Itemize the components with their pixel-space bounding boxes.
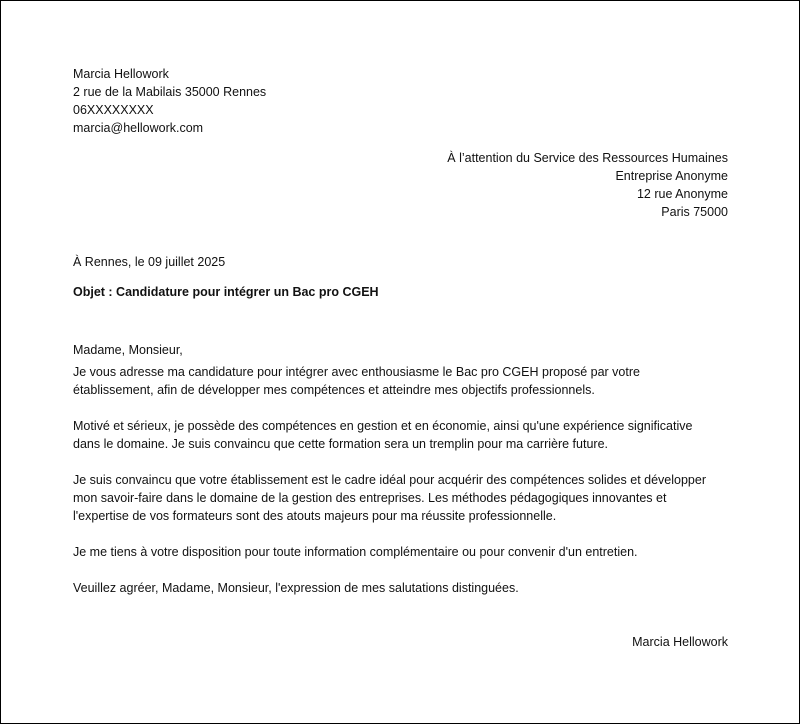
paragraph-line: Je suis convaincu que votre établissement est le cadre idéal pour acquérir des compétences solides et développer xyxy=(73,473,707,487)
letter-salutation: Madame, Monsieur, xyxy=(73,343,183,357)
paragraph-line: Je me tiens à votre disposition pour toute information complémentaire ou pour convenir d'un entretien. xyxy=(73,545,638,559)
body-paragraph xyxy=(73,471,728,525)
paragraph-line: l'expertise de vos formateurs sont des atouts majeurs pour ma réussite professionnelle. xyxy=(73,509,557,523)
recipient-company: Entreprise Anonyme xyxy=(615,169,728,183)
sender-email: marcia@hellowork.com xyxy=(73,121,204,135)
recipient-block xyxy=(73,149,728,221)
paragraph-line: Je vous adresse ma candidature pour intégrer avec enthousiasme le Bac pro CGEH proposé par votre xyxy=(73,365,640,379)
letter-subject: Objet : Candidature pour intégrer un Bac pro CGEH xyxy=(73,285,379,299)
paragraph-line: établissement, afin de développer mes compétences et atteindre mes objectifs professionnels. xyxy=(73,383,595,397)
body-paragraph xyxy=(73,363,728,399)
letter-body xyxy=(73,363,728,561)
sender-name: Marcia Hellowork xyxy=(73,67,169,81)
sender-block xyxy=(73,65,728,137)
recipient-attention: À l’attention du Service des Ressources Humaines xyxy=(447,151,728,165)
sender-phone: 06XXXXXXXX xyxy=(73,103,154,117)
paragraph-line: mon savoir-faire dans le domaine de la gestion des entreprises. Les méthodes pédagogiques innovantes et xyxy=(73,491,667,505)
recipient-city: Paris 75000 xyxy=(661,205,728,219)
letter-closing: Veuillez agréer, Madame, Monsieur, l'expression de mes salutations distinguées. xyxy=(73,581,519,595)
recipient-street: 12 rue Anonyme xyxy=(636,187,728,201)
body-paragraph xyxy=(73,417,728,453)
paragraph-line: dans le domaine. Je suis convaincu que cette formation sera un tremplin pour ma carrière future. xyxy=(73,437,608,451)
letter-content xyxy=(73,65,728,651)
letter-date: À Rennes, le 09 juillet 2025 xyxy=(73,255,226,269)
paragraph-line: Motivé et sérieux, je possède des compétences en gestion et en économie, ainsi qu'une expérience significative xyxy=(73,419,693,433)
letter-signature: Marcia Hellowork xyxy=(632,635,728,649)
sender-address: 2 rue de la Mabilais 35000 Rennes xyxy=(73,85,267,99)
body-paragraph xyxy=(73,543,728,561)
